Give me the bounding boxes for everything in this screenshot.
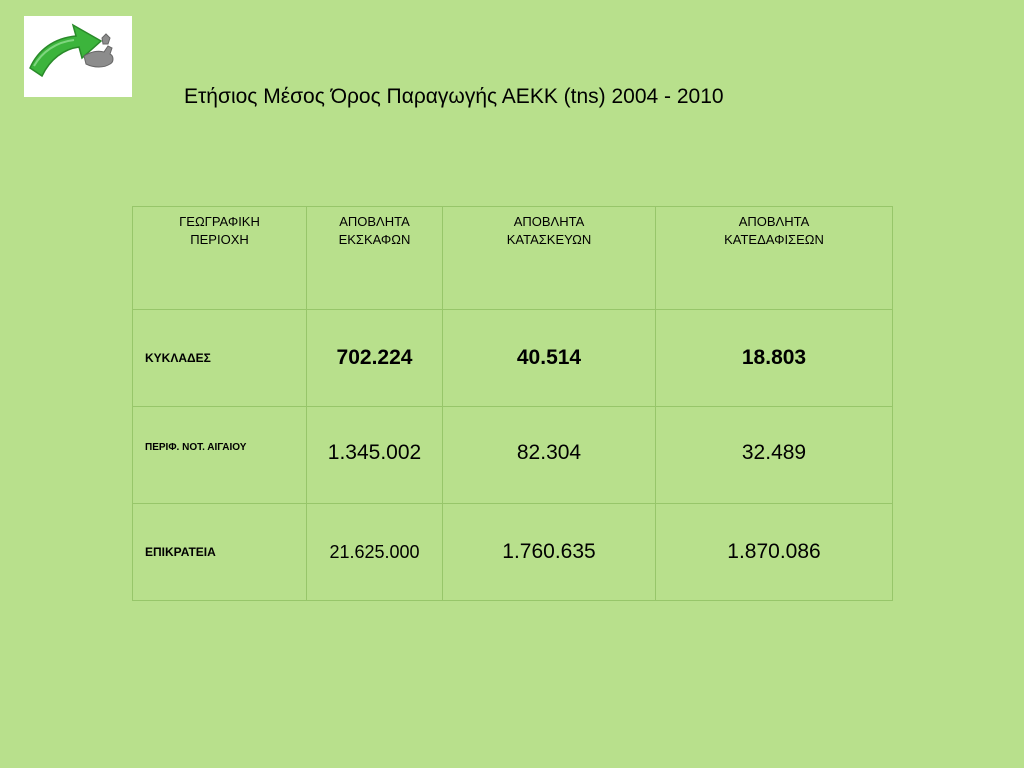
data-table xyxy=(132,206,893,601)
header-demolition-waste: ΑΠΟΒΛΗΤΑ ΚΑΤΕΔΑΦΙΣΕΩΝ xyxy=(656,207,893,310)
row-label: ΠΕΡΙΦ. ΝΟΤ. ΑΙΓΑΙΟΥ xyxy=(133,407,307,504)
table-row xyxy=(133,310,893,407)
table-cell: 82.304 xyxy=(443,407,656,504)
row-label: ΚΥΚΛΑΔΕΣ xyxy=(133,310,307,407)
table-cell: 32.489 xyxy=(656,407,893,504)
table-cell: 18.803 xyxy=(656,310,893,407)
header-construction-waste: ΑΠΟΒΛΗΤΑ ΚΑΤΑΣΚΕΥΩΝ xyxy=(443,207,656,310)
table-row xyxy=(133,504,893,601)
table-cell: 40.514 xyxy=(443,310,656,407)
row-label: ΕΠΙΚΡΑΤΕΙΑ xyxy=(133,504,307,601)
table-cell: 1.760.635 xyxy=(443,504,656,601)
recycle-arrow-logo-icon xyxy=(24,16,132,97)
logo xyxy=(24,16,132,97)
table-row xyxy=(133,407,893,504)
table-header-row xyxy=(133,207,893,310)
table-cell: 1.345.002 xyxy=(307,407,443,504)
table-cell: 702.224 xyxy=(307,310,443,407)
header-excavation-waste: ΑΠΟΒΛΗΤΑ ΕΚΣΚΑΦΩΝ xyxy=(307,207,443,310)
header-region: ΓΕΩΓΡΑΦΙΚΗ ΠΕΡΙΟΧΗ xyxy=(133,207,307,310)
table-cell: 21.625.000 xyxy=(307,504,443,601)
page-title: Ετήσιος Μέσος Όρος Παραγωγής ΑΕΚΚ (tns) 2004 - 2010 xyxy=(184,85,724,108)
table-cell: 1.870.086 xyxy=(656,504,893,601)
